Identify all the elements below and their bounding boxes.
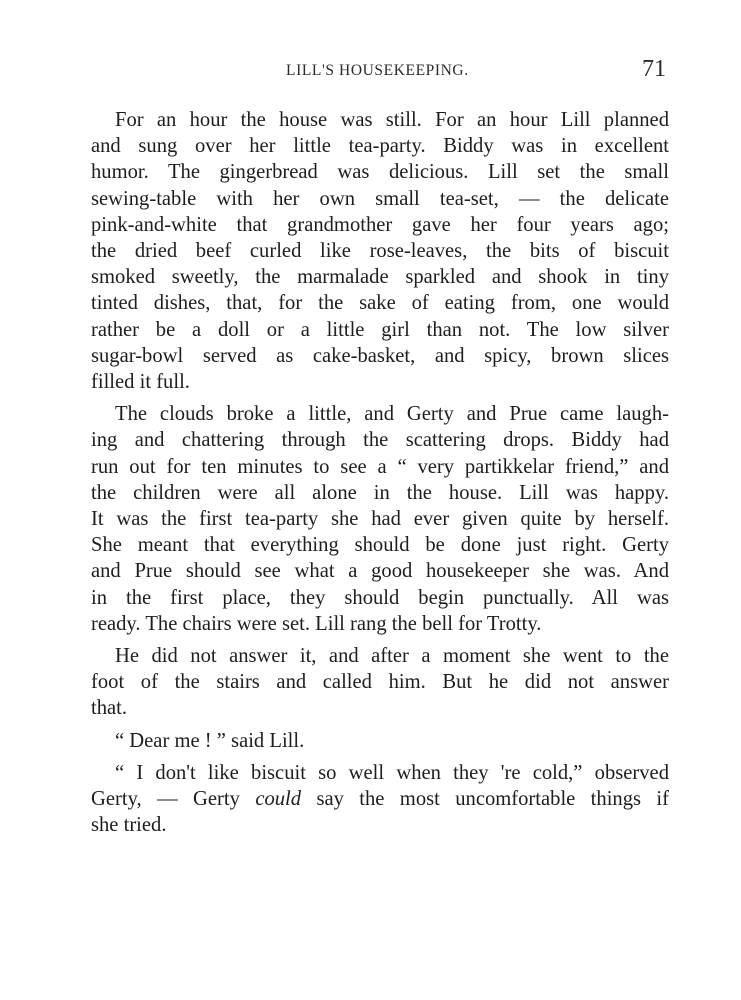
text-line: sewing-table with her own small tea-set, — the delicate [91,187,669,210]
text-line: run out for ten minutes to see a “ very partikkelar friend,” and [91,455,669,478]
text-line: For an hour the house was still. For an hour Lill planned [115,109,669,131]
text-line: she tried. [91,814,167,837]
text-line: the children were all alone in the house. Lill was happy. [91,481,669,504]
running-title: LILL'S HOUSEKEEPING. [286,62,469,79]
emphasized-word: could [255,788,302,811]
text-line: sugar-bowl served as cake-basket, and spicy, brown slices [91,344,669,367]
paragraph-3 [91,643,669,722]
text-line: in the first place, they should begin punctually. All was [91,586,669,609]
text-line: that. [91,697,128,720]
text-line: He did not answer it, and after a moment she went to the [115,645,669,668]
text-line: foot of the stairs and called him. But he did not answer [91,671,669,694]
text-line: ready. The chairs were set. Lill rang the bell for Trotty. [91,612,542,635]
text-line: humor. The gingerbread was delicious. Lill set the small [91,161,669,184]
text-line: It was the first tea-party she had ever given quite by herself. [91,508,669,531]
text-line: “ I don't like biscuit so well when they 're cold,” observed [115,761,669,784]
text-line: The clouds broke a little, and Gerty and Prue came laugh- [115,403,669,426]
paragraph-5 [91,760,669,839]
text-line: the dried beef curled like rose-leaves, the bits of biscuit [91,240,669,263]
paragraph-1 [91,107,669,395]
paragraph-4 [91,728,669,754]
text-line: ing and chattering through the scattering drops. Biddy had [91,429,669,452]
text-fragment: say the most uncomfortable things if [301,788,669,811]
text-line: smoked sweetly, the marmalade sparkled and shook in tiny [91,266,669,289]
text-line: pink-and-white that grandmother gave her four years ago; [91,213,669,236]
text-line: and sung over her little tea-party. Biddy was in excellent [91,135,669,158]
body-text [91,107,669,838]
text-line: and Prue should see what a good housekeeper she was. And [91,560,669,583]
text-fragment: Gerty, — Gerty [91,788,256,811]
text-line: rather be a doll or a little girl than not. The low silver [91,318,669,341]
text-line: filled it full. [91,371,190,394]
text-line: “ Dear me ! ” said Lill. [115,729,305,752]
page-number: 71 [642,56,666,82]
text-line-with-emphasis [91,786,669,812]
text-line: She meant that everything should be done just right. Gerty [91,534,669,557]
text-line: tinted dishes, that, for the sake of eating from, one would [91,292,669,315]
paragraph-2 [91,401,669,637]
